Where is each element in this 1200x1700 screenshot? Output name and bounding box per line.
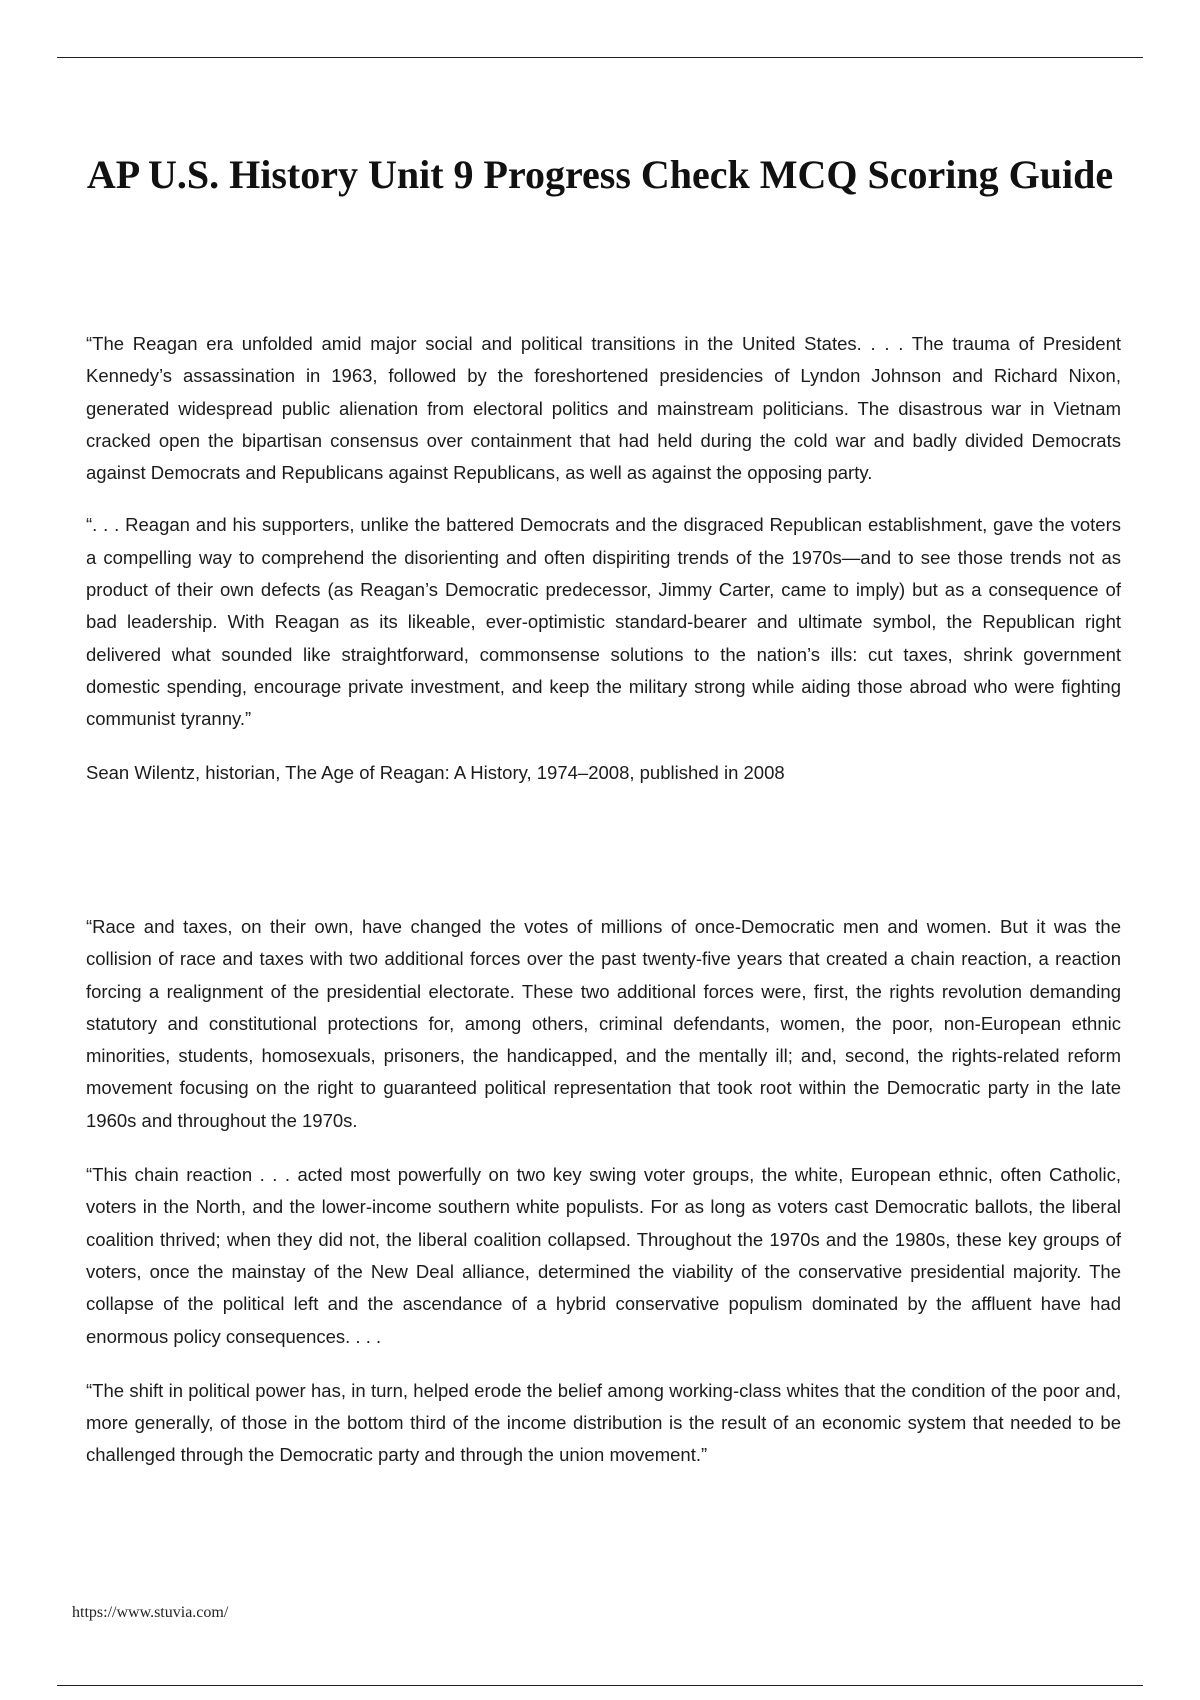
source-attribution: Sean Wilentz, historian, The Age of Reagan: A History, 1974–2008, published in 2008 xyxy=(86,761,785,783)
footer-url: https://www.stuvia.com/ xyxy=(72,1604,229,1621)
excerpt-paragraph: “The shift in political power has, in turn, helped erode the belief among working-class whites that the condition of the poor and, more generally, of those in the bottom third of the income distribution is the result of an economic system that needed to be challenged through the Democratic party and through the union movement.” xyxy=(86,1379,1121,1466)
excerpt-paragraph: “. . . Reagan and his supporters, unlike the battered Democrats and the disgraced Republican establishment, gave the voters a compelling way to comprehend the disorienting and often dispiriting trends of the 1970s—and to see those trends not as product of their own defects (as Reagan’s Democratic predecessor, Jimmy Carter, came to imply) but as a consequence of bad leadership. With Reagan as its likeable, ever-optimistic standard-bearer and ultimate symbol, the Republican right delivered what sounded like straightforward, commonsense solutions to the nation’s ills: cut taxes, shrink government domestic spending, encourage private investment, and keep the military strong while aiding those abroad who were fighting communist tyranny.” xyxy=(86,514,1121,730)
bottom-divider xyxy=(57,1685,1143,1686)
excerpt-paragraph: “The Reagan era unfolded amid major social and political transitions in the United States. . . . The trauma of President Kennedy’s assassination in 1963, followed by the foreshortened presidencies of Lyndon Johnson and Richard Nixon, generated widespread public alienation from electoral politics and mainstream politicians. The disastrous war in Vietnam cracked open the bipartisan consensus over containment that had held during the cold war and badly divided Democrats against Democrats and Republicans against Republicans, as well as against the opposing party. xyxy=(86,333,1121,484)
excerpt-paragraph: “This chain reaction . . . acted most powerfully on two key swing voter groups, the white, European ethnic, often Catholic, voters in the North, and the lower-income southern white populists. For as long as voters cast Democratic ballots, the liberal coalition thrived; when they did not, the liberal coalition collapsed. Throughout the 1970s and the 1980s, these key groups of voters, once the mainstay of the New Deal alliance, determined the viability of the conservative presidential majority. The collapse of the political left and the ascendance of a hybrid conservative populism dominated by the affluent have had enormous policy consequences. . . . xyxy=(86,1164,1121,1347)
top-divider xyxy=(57,57,1143,58)
page-title: AP U.S. History Unit 9 Progress Check MCQ Scoring Guide xyxy=(86,152,1114,197)
source-excerpt-1 xyxy=(86,328,1121,789)
source-excerpt-2 xyxy=(86,911,1121,1472)
excerpt-paragraph: “Race and taxes, on their own, have changed the votes of millions of once-Democratic men and women. But it was the collision of race and taxes with two additional forces over the past twenty-five years that created a chain reaction, a reaction forcing a realignment of the presidential electorate. These two additional forces were, first, the rights revolution demanding statutory and constitutional protections for, among others, criminal defendants, women, the poor, non-European ethnic minorities, students, homosexuals, prisoners, the handicapped, and the mentally ill; and, second, the rights-related reform movement focusing on the right to guaranteed political representation that took root within the Democratic party in the late 1960s and throughout the 1970s. xyxy=(86,916,1121,1131)
